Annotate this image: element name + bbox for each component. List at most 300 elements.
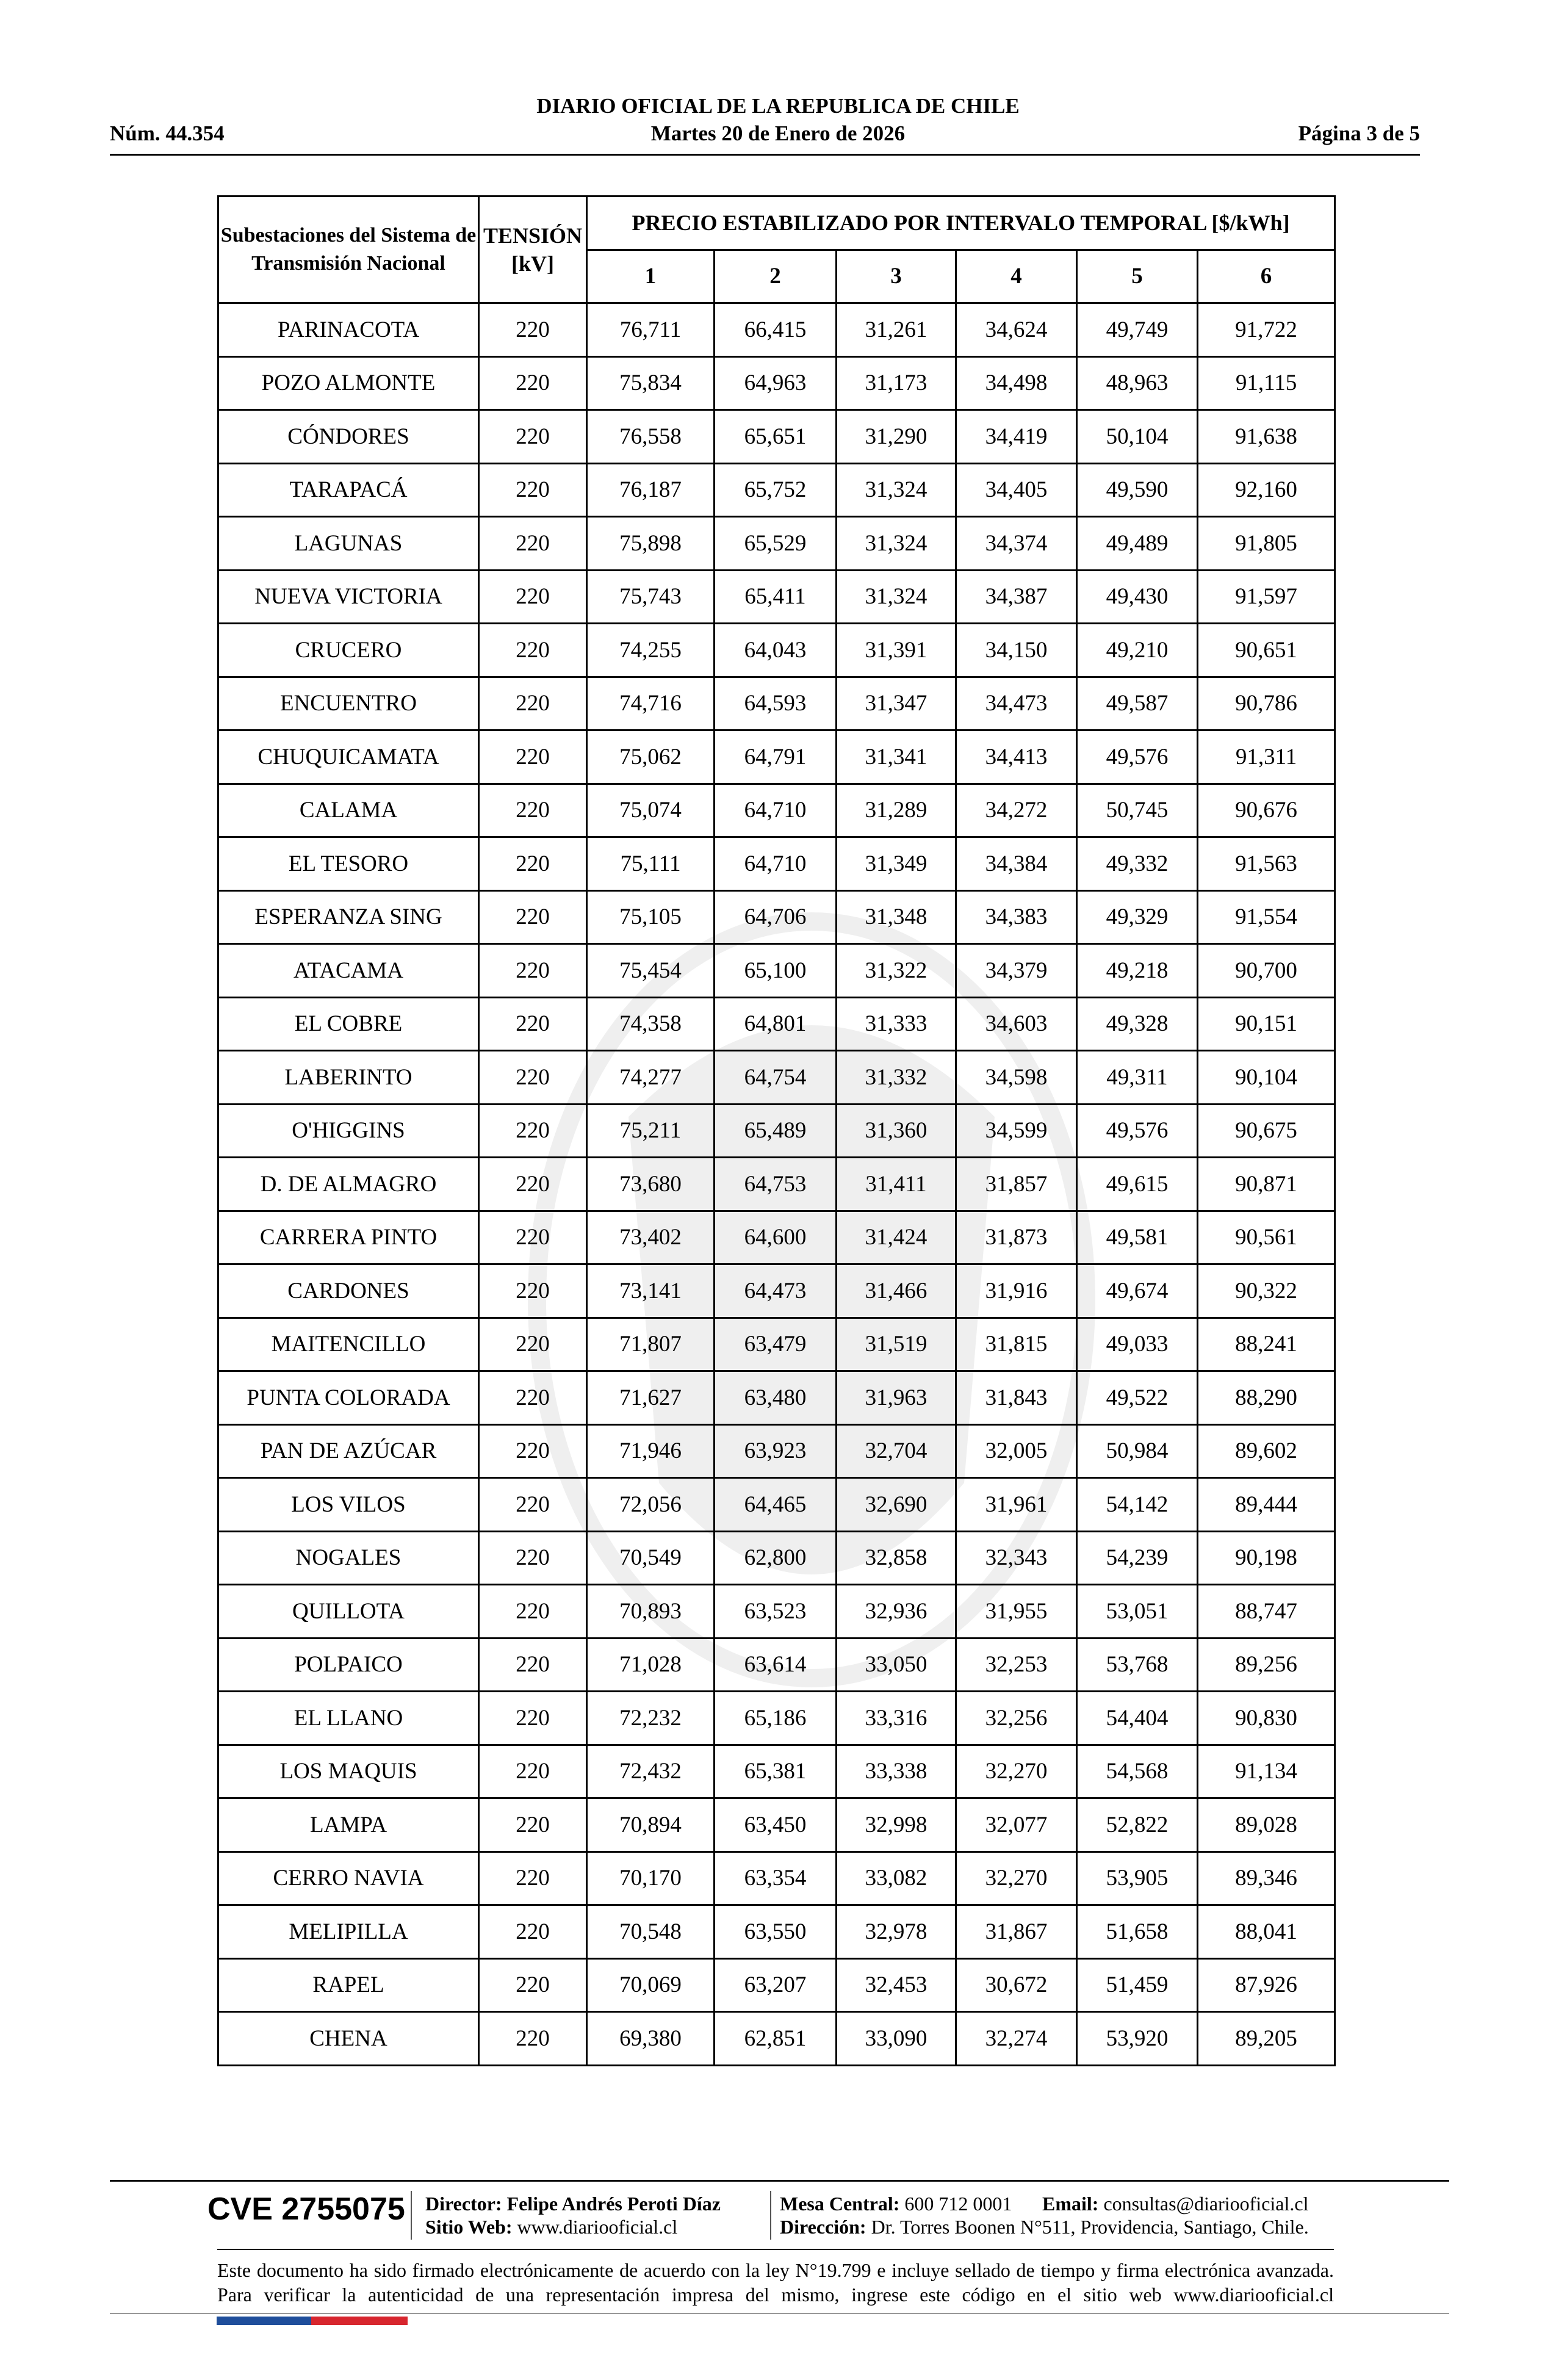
price-cell: 54,142 [1077,1478,1198,1532]
website-line [425,2215,677,2238]
price-cell: 90,871 [1198,1158,1335,1211]
price-cell: 75,898 [587,517,715,571]
tension-value: 220 [479,944,587,998]
price-cell: 32,858 [837,1531,956,1585]
price-cell: 53,051 [1077,1585,1198,1639]
price-cell: 49,218 [1077,944,1198,998]
header-interval: 6 [1198,250,1335,303]
price-cell: 48,963 [1077,356,1198,410]
tension-value: 220 [479,1371,587,1425]
substation-name: PUNTA COLORADA [218,1371,479,1425]
table-row [218,517,1335,571]
price-cell: 49,587 [1077,677,1198,730]
price-cell: 31,360 [837,1104,956,1158]
price-cell: 54,239 [1077,1531,1198,1585]
price-cell: 73,402 [587,1211,715,1264]
table-row [218,356,1335,410]
price-cell: 65,186 [715,1692,837,1745]
price-cell: 31,173 [837,356,956,410]
price-cell: 75,105 [587,890,715,944]
price-cell: 49,615 [1077,1158,1198,1211]
website-label: Sitio Web: [425,2216,513,2238]
price-cell: 34,379 [956,944,1077,998]
header-price: PRECIO ESTABILIZADO POR INTERVALO TEMPORAL [$/kWh] [587,197,1335,250]
price-cell: 49,590 [1077,463,1198,517]
price-cell: 63,354 [715,1852,837,1905]
tension-value: 220 [479,1745,587,1798]
substation-name: RAPEL [218,1958,479,2012]
footer-divider [217,2249,1334,2250]
price-cell: 88,290 [1198,1371,1335,1425]
price-cell: 34,598 [956,1051,1077,1105]
tension-value: 220 [479,1158,587,1211]
price-cell: 32,270 [956,1745,1077,1798]
price-cell: 90,151 [1198,997,1335,1051]
price-cell: 30,672 [956,1958,1077,2012]
price-cell: 72,432 [587,1745,715,1798]
price-cell: 34,473 [956,677,1077,730]
substation-name: EL LLANO [218,1692,479,1745]
price-cell: 91,805 [1198,517,1335,571]
price-cell: 49,749 [1077,303,1198,357]
price-cell: 88,241 [1198,1318,1335,1371]
substation-name: LOS VILOS [218,1478,479,1532]
price-cell: 31,391 [837,624,956,677]
cve-code: CVE 2755075 [207,2191,405,2227]
substation-name: POLPAICO [218,1638,479,1692]
price-cell: 63,523 [715,1585,837,1639]
price-cell: 65,411 [715,570,837,624]
issue-number: Núm. 44.354 [110,121,225,145]
price-cell: 31,322 [837,944,956,998]
address-line [780,2215,1309,2238]
price-cell: 75,834 [587,356,715,410]
price-cell: 63,450 [715,1798,837,1852]
price-cell: 74,716 [587,677,715,730]
phone-value: 600 712 0001 [904,2193,1012,2215]
price-cell: 91,597 [1198,570,1335,624]
substation-name: MELIPILLA [218,1905,479,1959]
price-cell: 71,807 [587,1318,715,1371]
tension-value: 220 [479,837,587,891]
price-cell: 49,033 [1077,1318,1198,1371]
price-cell: 75,074 [587,784,715,837]
table-row [218,1104,1335,1158]
price-cell: 31,815 [956,1318,1077,1371]
price-cell: 70,894 [587,1798,715,1852]
price-cell: 31,519 [837,1318,956,1371]
price-cell: 75,062 [587,730,715,784]
price-cell: 74,358 [587,997,715,1051]
price-cell: 65,489 [715,1104,837,1158]
tension-value: 220 [479,1211,587,1264]
substation-name: CHENA [218,2012,479,2066]
table-row [218,2012,1335,2066]
price-cell: 53,905 [1077,1852,1198,1905]
price-cell: 31,867 [956,1905,1077,1959]
price-cell: 65,529 [715,517,837,571]
price-cell: 90,675 [1198,1104,1335,1158]
price-cell: 32,343 [956,1531,1077,1585]
tension-value: 220 [479,356,587,410]
price-cell: 71,028 [587,1638,715,1692]
price-cell: 53,920 [1077,2012,1198,2066]
table-row [218,1585,1335,1639]
director-label: Director: [425,2193,502,2215]
table-row [218,677,1335,730]
tension-value: 220 [479,784,587,837]
price-cell: 74,255 [587,624,715,677]
price-cell: 64,706 [715,890,837,944]
price-cell: 64,753 [715,1158,837,1211]
price-cell: 31,857 [956,1158,1077,1211]
page-indicator: Página 3 de 5 [1298,121,1420,145]
price-cell: 31,347 [837,677,956,730]
signature-notice: Este documento ha sido firmado electrónicamente de acuerdo con la ley N°19.799 e incluye sellado de tiempo y firma electrónica avanzada. Para verificar la autenticidad de una representación impresa del mismo, ingrese este código en el sitio web www.diariooficial.cl [217,2259,1334,2306]
table-row [218,837,1335,891]
tension-value: 220 [479,624,587,677]
price-cell: 34,624 [956,303,1077,357]
email-link[interactable]: consultas@diariooficial.cl [1103,2193,1309,2215]
price-cell: 88,041 [1198,1905,1335,1959]
price-cell: 34,384 [956,837,1077,891]
price-cell: 33,338 [837,1745,956,1798]
price-cell: 64,791 [715,730,837,784]
price-cell: 49,210 [1077,624,1198,677]
header-divider [110,154,1420,156]
price-cell: 52,822 [1077,1798,1198,1852]
substation-name: LABERINTO [218,1051,479,1105]
price-cell: 64,963 [715,356,837,410]
price-cell: 51,459 [1077,1958,1198,2012]
table-row [218,1211,1335,1264]
table-row [218,624,1335,677]
price-cell: 90,104 [1198,1051,1335,1105]
price-cell: 64,593 [715,677,837,730]
price-cell: 73,141 [587,1264,715,1318]
price-cell: 91,563 [1198,837,1335,891]
tension-value: 220 [479,1585,587,1639]
substation-name: O'HIGGINS [218,1104,479,1158]
price-cell: 33,316 [837,1692,956,1745]
substation-name: CARDONES [218,1264,479,1318]
header-substation: Subestaciones del Sistema de Transmisión Nacional [218,197,479,303]
price-cell: 31,843 [956,1371,1077,1425]
tension-value: 220 [479,1692,587,1745]
price-cell: 31,333 [837,997,956,1051]
price-cell: 49,311 [1077,1051,1198,1105]
price-cell: 75,211 [587,1104,715,1158]
substation-name: EL COBRE [218,997,479,1051]
tension-value: 220 [479,1798,587,1852]
footer-separator [770,2191,771,2240]
price-cell: 33,090 [837,2012,956,2066]
price-cell: 89,346 [1198,1852,1335,1905]
price-cell: 64,754 [715,1051,837,1105]
price-cell: 65,752 [715,463,837,517]
substation-name: CARRERA PINTO [218,1211,479,1264]
price-cell: 91,311 [1198,730,1335,784]
table-row [218,1158,1335,1211]
price-cell: 72,232 [587,1692,715,1745]
price-cell: 91,722 [1198,303,1335,357]
price-cell: 65,651 [715,410,837,464]
tension-value: 220 [479,997,587,1051]
price-table-body [218,303,1335,2066]
table-row [218,570,1335,624]
price-cell: 31,348 [837,890,956,944]
price-cell: 54,568 [1077,1745,1198,1798]
price-cell: 31,916 [956,1264,1077,1318]
price-cell: 89,028 [1198,1798,1335,1852]
price-cell: 76,711 [587,303,715,357]
price-cell: 49,430 [1077,570,1198,624]
flag-stripe-blue [217,2317,311,2325]
substation-name: QUILLOTA [218,1585,479,1639]
price-cell: 91,638 [1198,410,1335,464]
price-cell: 51,658 [1077,1905,1198,1959]
price-cell: 49,576 [1077,1104,1198,1158]
table-row [218,1638,1335,1692]
price-cell: 74,277 [587,1051,715,1105]
price-cell: 32,253 [956,1638,1077,1692]
table-row [218,784,1335,837]
table-row [218,1852,1335,1905]
table-row [218,890,1335,944]
price-cell: 31,424 [837,1211,956,1264]
table-row [218,1371,1335,1425]
price-cell: 70,069 [587,1958,715,2012]
price-cell: 90,198 [1198,1531,1335,1585]
price-cell: 65,381 [715,1745,837,1798]
price-cell: 32,978 [837,1905,956,1959]
price-cell: 32,005 [956,1424,1077,1478]
price-cell: 34,383 [956,890,1077,944]
price-cell: 31,290 [837,410,956,464]
tension-value: 220 [479,1264,587,1318]
price-cell: 90,786 [1198,677,1335,730]
email-label: Email: [1042,2193,1099,2215]
price-cell: 31,955 [956,1585,1077,1639]
substation-name: POZO ALMONTE [218,356,479,410]
price-cell: 50,984 [1077,1424,1198,1478]
tension-value: 220 [479,303,587,357]
price-cell: 90,700 [1198,944,1335,998]
price-cell: 90,676 [1198,784,1335,837]
price-cell: 31,324 [837,517,956,571]
price-cell: 64,043 [715,624,837,677]
price-cell: 49,522 [1077,1371,1198,1425]
table-row [218,1424,1335,1478]
tension-value: 220 [479,1531,587,1585]
tension-value: 220 [479,1478,587,1532]
table-row [218,730,1335,784]
price-cell: 73,680 [587,1158,715,1211]
table-row [218,997,1335,1051]
price-cell: 91,115 [1198,356,1335,410]
tension-value: 220 [479,410,587,464]
price-cell: 63,614 [715,1638,837,1692]
price-cell: 53,768 [1077,1638,1198,1692]
price-cell: 32,256 [956,1692,1077,1745]
price-cell: 49,674 [1077,1264,1198,1318]
price-cell: 31,261 [837,303,956,357]
price-cell: 54,404 [1077,1692,1198,1745]
table-row [218,1264,1335,1318]
price-cell: 34,419 [956,410,1077,464]
phone-line [780,2192,1012,2215]
tension-value: 220 [479,2012,587,2066]
price-cell: 49,489 [1077,517,1198,571]
substation-name: PAN DE AZÚCAR [218,1424,479,1478]
price-cell: 49,332 [1077,837,1198,891]
price-cell: 31,324 [837,570,956,624]
substation-name: CALAMA [218,784,479,837]
price-cell: 32,704 [837,1424,956,1478]
price-cell: 31,961 [956,1478,1077,1532]
price-cell: 31,873 [956,1211,1077,1264]
price-cell: 31,963 [837,1371,956,1425]
price-cell: 34,413 [956,730,1077,784]
price-cell: 70,549 [587,1531,715,1585]
price-cell: 31,332 [837,1051,956,1105]
price-cell: 34,498 [956,356,1077,410]
substation-name: CHUQUICAMATA [218,730,479,784]
price-cell: 32,077 [956,1798,1077,1852]
flag-stripe-red [311,2317,408,2325]
price-cell: 91,134 [1198,1745,1335,1798]
price-cell: 71,946 [587,1424,715,1478]
price-cell: 65,100 [715,944,837,998]
price-table [217,195,1336,2066]
substation-name: ATACAMA [218,944,479,998]
footer-separator [411,2191,412,2240]
price-cell: 64,710 [715,837,837,891]
tension-value: 220 [479,730,587,784]
price-cell: 71,627 [587,1371,715,1425]
price-cell: 64,473 [715,1264,837,1318]
table-row [218,1798,1335,1852]
price-cell: 69,380 [587,2012,715,2066]
table-row [218,1958,1335,2012]
table-row [218,1478,1335,1532]
tension-value: 220 [479,1905,587,1959]
price-cell: 76,558 [587,410,715,464]
price-cell: 63,480 [715,1371,837,1425]
price-cell: 63,550 [715,1905,837,1959]
tension-value: 220 [479,1051,587,1105]
price-cell: 62,851 [715,2012,837,2066]
tension-value: 220 [479,1638,587,1692]
footer-divider [110,2313,1449,2314]
website-link[interactable]: www.diariooficial.cl [517,2216,678,2238]
price-cell: 49,581 [1077,1211,1198,1264]
header-interval: 2 [715,250,837,303]
price-cell: 49,576 [1077,730,1198,784]
price-cell: 32,270 [956,1852,1077,1905]
price-cell: 49,329 [1077,890,1198,944]
table-row [218,1318,1335,1371]
tension-value: 220 [479,517,587,571]
tension-value: 220 [479,570,587,624]
header-interval: 4 [956,250,1077,303]
substation-name: MAITENCILLO [218,1318,479,1371]
table-row [218,944,1335,998]
substation-name: TARAPACÁ [218,463,479,517]
footer-divider [110,2180,1449,2182]
header-tension: TENSIÓN [kV] [479,197,587,303]
header-interval: 3 [837,250,956,303]
issue-date: Martes 20 de Enero de 2026 [650,121,906,145]
price-cell: 70,170 [587,1852,715,1905]
header-interval: 1 [587,250,715,303]
tension-value: 220 [479,463,587,517]
substation-name: LAMPA [218,1798,479,1852]
price-cell: 87,926 [1198,1958,1335,2012]
price-cell: 91,554 [1198,890,1335,944]
price-cell: 90,322 [1198,1264,1335,1318]
table-row [218,1745,1335,1798]
tension-value: 220 [479,1958,587,2012]
substation-name: D. DE ALMAGRO [218,1158,479,1211]
price-cell: 88,747 [1198,1585,1335,1639]
email-line [1042,2192,1308,2215]
price-cell: 90,830 [1198,1692,1335,1745]
price-cell: 31,324 [837,463,956,517]
price-cell: 64,801 [715,997,837,1051]
substation-name: NOGALES [218,1531,479,1585]
price-cell: 49,328 [1077,997,1198,1051]
price-cell: 89,602 [1198,1424,1335,1478]
price-cell: 63,923 [715,1424,837,1478]
substation-name: ESPERANZA SING [218,890,479,944]
tension-value: 220 [479,1424,587,1478]
price-cell: 32,998 [837,1798,956,1852]
price-cell: 31,349 [837,837,956,891]
price-cell: 32,936 [837,1585,956,1639]
table-row [218,1905,1335,1959]
price-cell: 31,289 [837,784,956,837]
price-cell: 33,082 [837,1852,956,1905]
price-cell: 62,800 [715,1531,837,1585]
price-cell: 34,603 [956,997,1077,1051]
price-cell: 34,150 [956,624,1077,677]
table-row [218,1692,1335,1745]
price-cell: 31,411 [837,1158,956,1211]
price-cell: 89,205 [1198,2012,1335,2066]
price-cell: 32,453 [837,1958,956,2012]
price-cell: 76,187 [587,463,715,517]
address-label: Dirección: [780,2216,866,2238]
price-cell: 34,405 [956,463,1077,517]
price-cell: 63,479 [715,1318,837,1371]
substation-name: LAGUNAS [218,517,479,571]
price-cell: 72,056 [587,1478,715,1532]
price-cell: 34,374 [956,517,1077,571]
director-name: Felipe Andrés Peroti Díaz [506,2193,721,2215]
substation-name: ENCUENTRO [218,677,479,730]
price-cell: 70,893 [587,1585,715,1639]
table-row [218,410,1335,464]
price-cell: 75,743 [587,570,715,624]
substation-name: CERRO NAVIA [218,1852,479,1905]
price-cell: 64,600 [715,1211,837,1264]
price-cell: 90,561 [1198,1211,1335,1264]
price-cell: 50,745 [1077,784,1198,837]
price-cell: 64,710 [715,784,837,837]
price-cell: 75,111 [587,837,715,891]
price-cell: 92,160 [1198,463,1335,517]
